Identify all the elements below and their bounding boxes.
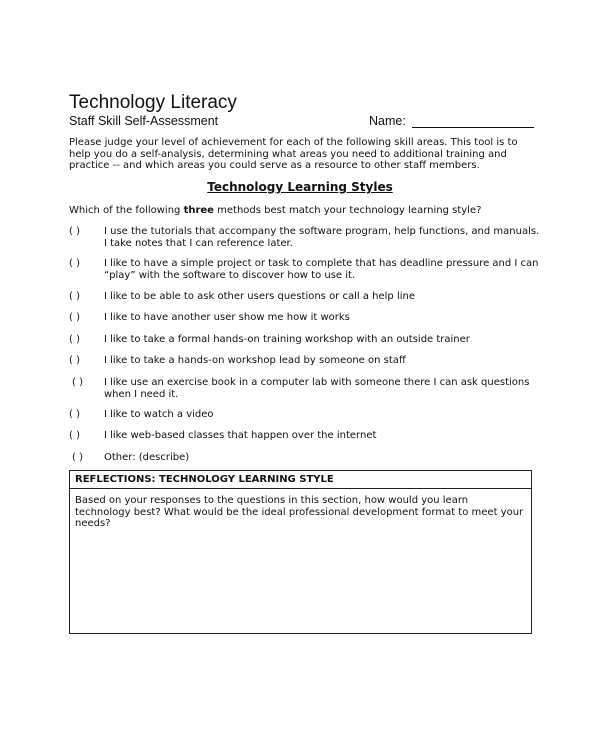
option-checkbox[interactable]: ( ) <box>72 452 83 463</box>
option-label: I like to take a hands-on workshop lead by someone on staff <box>104 355 406 366</box>
option-label: I use the tutorials that accompany the software program, help functions, and manuals. I take notes that I can reference later. <box>104 226 540 249</box>
option-label: I like to have a simple project or task to complete that has deadline pressure and I can “play” with the software to discover how to use it. <box>104 258 539 281</box>
option-checkbox[interactable]: ( ) <box>69 226 80 237</box>
reflection-box[interactable] <box>69 470 532 634</box>
option-label: I like to take a formal hands-on training workshop with an outside trainer <box>104 334 470 345</box>
question-emphasis: three <box>183 205 214 216</box>
option-checkbox[interactable]: ( ) <box>72 377 83 388</box>
option-label: I like to watch a video <box>104 409 214 420</box>
option-checkbox[interactable]: ( ) <box>69 409 80 420</box>
section-heading: Technology Learning Styles <box>207 180 393 194</box>
option-checkbox[interactable]: ( ) <box>69 291 80 302</box>
reflection-divider <box>70 488 531 489</box>
option-checkbox[interactable]: ( ) <box>69 334 80 345</box>
option-label: I like web-based classes that happen over the internet <box>104 430 377 441</box>
name-blank-line[interactable] <box>412 115 534 128</box>
option-checkbox[interactable]: ( ) <box>69 312 80 323</box>
question-text <box>69 205 481 216</box>
reflection-heading: REFLECTIONS: TECHNOLOGY LEARNING STYLE <box>75 474 334 485</box>
option-checkbox[interactable]: ( ) <box>69 355 80 366</box>
option-label: I like to be able to ask other users questions or call a help line <box>104 291 415 302</box>
option-checkbox[interactable]: ( ) <box>69 430 80 441</box>
option-label: Other: (describe) <box>104 452 190 463</box>
document-subtitle: Staff Skill Self-Assessment <box>69 114 219 128</box>
question-prefix: Which of the following <box>69 205 184 216</box>
name-field[interactable] <box>369 114 534 128</box>
question-suffix: methods best match your technology learning style? <box>213 205 482 216</box>
name-label: Name: <box>369 114 406 128</box>
document-title: Technology Literacy <box>69 92 237 113</box>
option-label: I like use an exercise book in a computer lab with someone there I can ask questions when I need it. <box>104 377 530 400</box>
reflection-prompt: Based on your responses to the questions in this section, how would you learn technology best? What would be the ideal professional development format to meet your needs? <box>75 495 524 529</box>
intro-paragraph: Please judge your level of achievement for each of the following skill areas. This tool is to help you do a self-analysis, determining what areas you need to additional training and practice -- and which areas you could serve as a resource to other staff members. <box>69 137 518 171</box>
option-label: I like to have another user show me how it works <box>104 312 350 323</box>
option-checkbox[interactable]: ( ) <box>69 258 80 269</box>
